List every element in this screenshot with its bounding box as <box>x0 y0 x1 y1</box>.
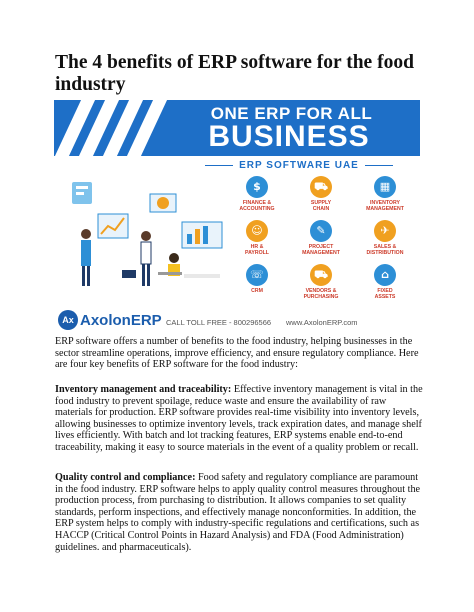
section-heading: Inventory management and traceability: <box>55 384 232 395</box>
project-icon: ✎ <box>310 220 332 242</box>
sales-icon: ✈ <box>374 220 396 242</box>
axolon-logo-text: AxolonERP <box>80 311 162 329</box>
finance-icon: $ <box>246 176 268 198</box>
axolon-logo <box>58 310 162 330</box>
section-body: Food safety and regulatory compliance are paramount in the food industry. ERP software helps to apply quality control measures throughout the production process, from purchasing to distribution. It allows companies to set quality standards, perform inspections, and effectively manage nonconformities. In addition, the ERP system helps to comply with industry-specific regulations and certifications, such as HACCP (Critical Control Points in Hazard Analysis) and FDA (Food Administration) guidelines. and pharmaceuticals). <box>55 472 421 553</box>
banner-headline-top: ONE ERP FOR ALL <box>210 104 373 123</box>
website-url: www.AxolonERP.com <box>286 318 358 327</box>
module-crm: ☏ CRM <box>226 264 288 294</box>
section-quality <box>55 472 425 553</box>
banner-subtitle: ERP SOFTWARE UAE <box>194 160 404 171</box>
module-inventory: ▦ INVENTORY MANAGEMENT <box>354 176 416 212</box>
toll-free-number: CALL TOLL FREE - 800296566 <box>166 318 272 327</box>
erp-banner-image <box>54 100 420 332</box>
intro-paragraph: ERP software offers a number of benefits to the food industry, helping businesses in the sector streamline operations, improve efficiency, and ensure regulatory compliance. Here are four key benefits of ERP software for the food industry: <box>55 336 419 371</box>
vendors-icon: ⛟ <box>310 264 332 286</box>
team-illustration <box>62 174 232 294</box>
module-vendors: ⛟ VENDORS & PURCHASING <box>290 264 352 300</box>
module-sales: ✈ SALES & DISTRIBUTION <box>354 220 416 256</box>
module-finance: $ FINANCE & ACCOUNTING <box>226 176 288 212</box>
module-supply-chain: ⛟ SUPPLY CHAIN <box>290 176 352 212</box>
axolon-logo-mark: Ax <box>58 310 78 330</box>
module-hr: ☺ HR & PAYROLL <box>226 220 288 256</box>
fixed-assets-icon: ⌂ <box>374 264 396 286</box>
hr-icon: ☺ <box>246 220 268 242</box>
module-project: ✎ PROJECT MANAGEMENT <box>290 220 352 256</box>
module-fixed-assets: ⌂ FIXED ASSETS <box>354 264 416 300</box>
crm-icon: ☏ <box>246 264 268 286</box>
supply-chain-icon: ⛟ <box>310 176 332 198</box>
section-inventory <box>55 384 425 454</box>
erp-modules-grid <box>226 176 420 306</box>
section-heading: Quality control and compliance: <box>55 472 196 483</box>
inventory-icon: ▦ <box>374 176 396 198</box>
banner-headline-main: BUSINESS <box>208 120 370 153</box>
banner-header <box>54 100 420 156</box>
article-title: The 4 benefits of ERP software for the food industry <box>55 52 414 95</box>
section-body: Effective inventory management is vital in the food industry to prevent spoilage, reduce waste and ensure the availability of raw materials for production. ERP software provides real-time visibility into inventory levels, allowing businesses to optimize inventory levels, track expiration dates, and manage shelf lives efficiently. With batch and lot tracking features, ERP systems enable end-to-end traceability, making it easy to source materials in the event of a quality problem or recall. <box>55 384 423 453</box>
